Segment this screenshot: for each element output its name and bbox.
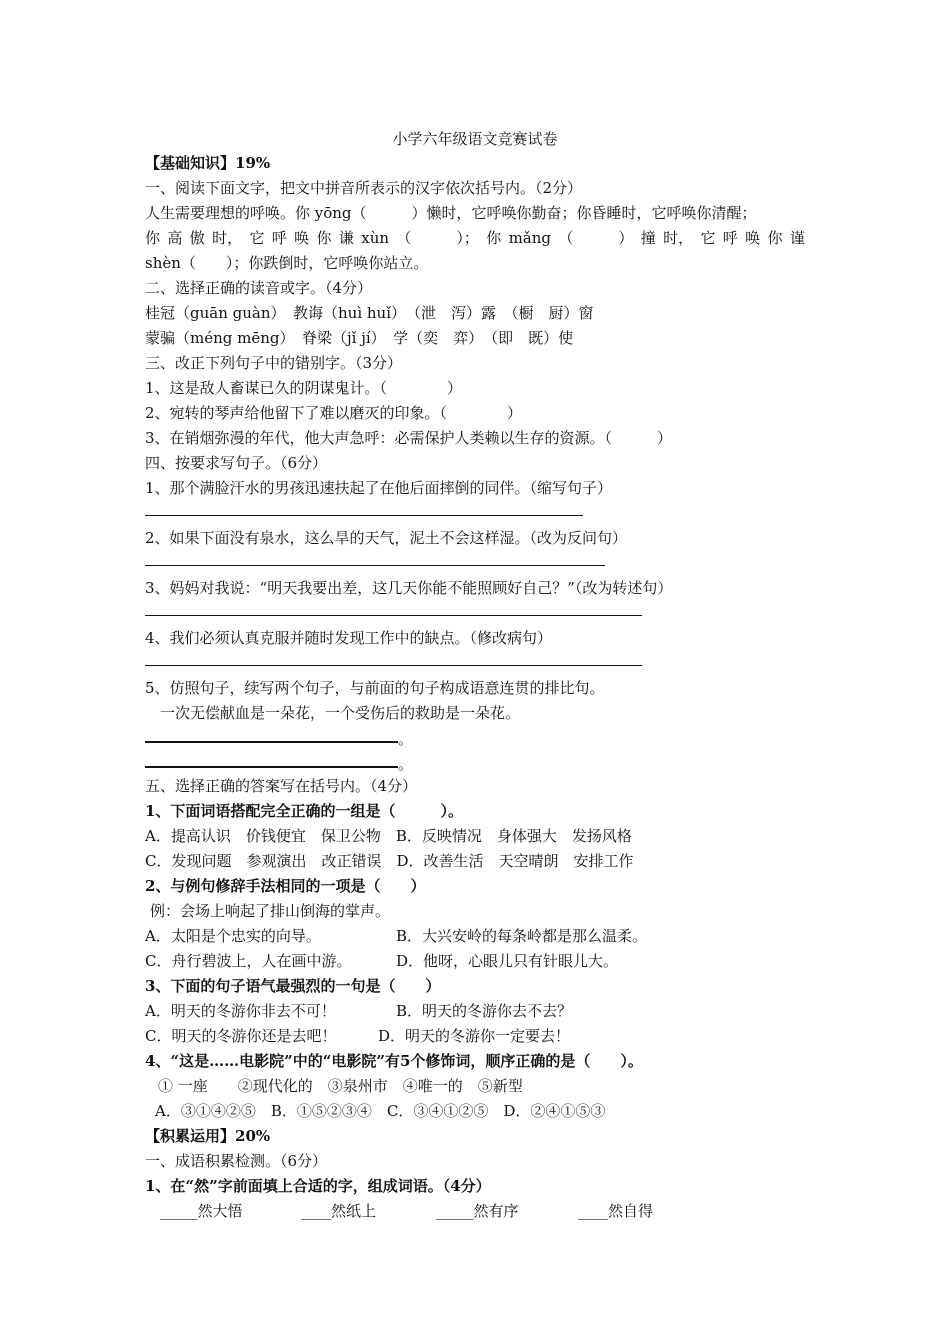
q4-item-1: 1、那个满脸汗水的男孩迅速扶起了在他后面摔倒的同伴。（缩写句子） bbox=[145, 479, 613, 497]
q3-item-2: 2、宛转的琴声给他留下了难以磨灭的印象。（ ） bbox=[145, 404, 523, 422]
section-basic-knowledge: 【基础知识】19% bbox=[145, 154, 271, 172]
fill-blank-4[interactable]: ____然自得 bbox=[578, 1202, 654, 1220]
q2-heading: 二、选择正确的读音或字。（4分） bbox=[145, 279, 373, 297]
q1-line-1: 人生需要理想的呼唤。你 yōng（ ）懒时，它呼唤你勤奋；你昏睡时，它呼唤你清醒； bbox=[145, 204, 757, 222]
q4-item-4: 4、我们必须认真克服并随时发现工作中的缺点。（修改病句） bbox=[145, 629, 553, 647]
q1-line-2-word: （ ）； bbox=[396, 229, 479, 247]
q1-line-2-word: 你 bbox=[767, 229, 783, 247]
q4-heading: 四、按要求写句子。（6分） bbox=[145, 454, 328, 472]
section-accumulation: 【积累运用】20% bbox=[145, 1127, 271, 1145]
q4-item-5-example: 一次无偿献血是一朵花，一个受伤后的救助是一朵花。 bbox=[160, 704, 521, 722]
q5-item-4-options: A．③①④②⑤ B．①⑤②③④ C．③④①②⑤ D．②④①⑤③ bbox=[155, 1102, 606, 1120]
answer-line[interactable] bbox=[145, 766, 398, 768]
q1-line-2 bbox=[145, 228, 805, 248]
q1-line-2-word: 傲 bbox=[189, 229, 205, 247]
q1-line-2-word: 唤 bbox=[745, 229, 761, 247]
q5-heading: 五、选择正确的答案写在括号内。（4分） bbox=[145, 777, 418, 795]
fill-blank-1[interactable]: _____然大悟 bbox=[160, 1202, 243, 1220]
q4-item-3: 3、妈妈对我说：“明天我要出差，这几天你能不能照顾好自己？”（改为转述句） bbox=[145, 579, 673, 597]
q1-line-2-word: 谨 bbox=[789, 229, 805, 247]
q5-item-4-modifiers: ① 一座 ②现代化的 ③泉州市 ④唯一的 ⑤新型 bbox=[158, 1077, 523, 1095]
answer-line[interactable] bbox=[145, 565, 605, 566]
s2-q1-heading: 一、成语积累检测。（6分） bbox=[145, 1152, 328, 1170]
q5-item-3-option-c: C．明天的冬游你还是去吧！ bbox=[145, 1027, 337, 1045]
q1-line-2-word: 谦 bbox=[338, 229, 354, 247]
q5-item-1-options-ab: A．提高认识 价钱便宜 保卫公物 B．反映情况 身体强大 发扬风格 bbox=[145, 827, 632, 845]
q5-item-2: 2、与例句修辞手法相同的一项是（ ） bbox=[145, 877, 426, 895]
q3-heading: 三、改正下列句子中的错别字。（3分） bbox=[145, 354, 403, 372]
q5-item-2-option-a: A．太阳是个忠实的向导。 bbox=[145, 927, 321, 945]
q1-line-2-word: 时， bbox=[212, 229, 243, 247]
q1-line-2-word: 呼 bbox=[271, 229, 287, 247]
q1-line-2-word: 你 bbox=[486, 229, 502, 247]
q5-item-2-option-b: B．大兴安岭的每条岭都是那么温柔。 bbox=[396, 927, 648, 945]
q5-item-2-option-c: C．舟行碧波上，人在画中游。 bbox=[145, 952, 352, 970]
q5-item-1-options-cd: C．发现问题 参观演出 改正错误 D．改善生活 天空晴朗 安排工作 bbox=[145, 852, 634, 870]
s2-q1-item-1: 1、在“然”字前面填上合适的字，组成词语。（4分） bbox=[145, 1177, 491, 1195]
q5-item-1: 1、下面词语搭配完全正确的一组是（ ）。 bbox=[145, 802, 463, 820]
answer-line[interactable] bbox=[145, 515, 583, 516]
answer-line[interactable] bbox=[145, 741, 398, 743]
q3-item-1: 1、这是敌人畜谋已久的阴谋鬼计。（ ） bbox=[145, 379, 463, 397]
q4-item-2: 2、如果下面没有泉水，这么旱的天气，泥土不会这样湿。（改为反问句） bbox=[145, 529, 628, 547]
q1-heading: 一、阅读下面文字，把文中拼音所表示的汉字依次括号内。（2分） bbox=[145, 179, 583, 197]
q1-line-2-word: 你 bbox=[145, 229, 161, 247]
page-title: 小学六年级语文竞赛试卷 bbox=[392, 130, 558, 148]
q1-line-2-word: 你 bbox=[316, 229, 332, 247]
q1-line-2-word: 呼 bbox=[722, 229, 738, 247]
q5-item-2-example: 例：会场上响起了排山倒海的掌声。 bbox=[150, 902, 391, 920]
q1-line-2-word: mǎng bbox=[508, 229, 552, 247]
q2-line-2: 蒙骗（méng mēng） 脊梁（jǐ jí） 学（奕 弈） （即 既）使 bbox=[145, 329, 574, 347]
q1-line-2-word: 高 bbox=[167, 229, 183, 247]
q3-item-3: 3、在销烟弥漫的年代，他大声急呼：必需保护人类赖以生存的资源。（ ） bbox=[145, 429, 673, 447]
q1-line-2-word: 唤 bbox=[294, 229, 310, 247]
q1-line-2-word: 时， bbox=[663, 229, 694, 247]
answer-line[interactable] bbox=[145, 615, 642, 616]
q1-line-2-word: xùn bbox=[361, 229, 390, 247]
fill-blank-2[interactable]: ____然纸上 bbox=[301, 1202, 377, 1220]
answer-line[interactable] bbox=[145, 665, 642, 666]
q5-item-2-option-d: D．他呀，心眼儿只有针眼儿大。 bbox=[396, 952, 619, 970]
q5-item-3-option-a: A．明天的冬游你非去不可！ bbox=[145, 1002, 336, 1020]
q5-item-3-option-b: B．明天的冬游你去不去？ bbox=[396, 1002, 573, 1020]
q5-item-3: 3、下面的句子语气最强烈的一句是（ ） bbox=[145, 977, 441, 995]
q5-item-4: 4、“这是……电影院”中的“电影院”有5个修饰词，顺序正确的是（ ）。 bbox=[145, 1052, 643, 1070]
q1-line-2-word: 撞 bbox=[640, 229, 656, 247]
q1-line-3: shèn（ ）；你跌倒时，它呼唤你站立。 bbox=[145, 254, 429, 272]
q2-line-1: 桂冠（guān guàn） 教诲（huì huǐ） （泄 泻）露 （橱 厨）窗 bbox=[145, 304, 594, 322]
q1-line-2-word: 它 bbox=[700, 229, 716, 247]
q1-line-2-word: （ ） bbox=[558, 229, 634, 247]
q1-line-2-word: 它 bbox=[249, 229, 265, 247]
period-mark: 。 bbox=[398, 730, 414, 748]
fill-blank-3[interactable]: _____然有序 bbox=[436, 1202, 519, 1220]
q4-item-5: 5、仿照句子，续写两个句子，与前面的句子构成语意连贯的排比句。 bbox=[145, 679, 605, 697]
period-mark: 。 bbox=[398, 755, 414, 773]
q5-item-3-option-d: D．明天的冬游你一定要去！ bbox=[378, 1027, 571, 1045]
